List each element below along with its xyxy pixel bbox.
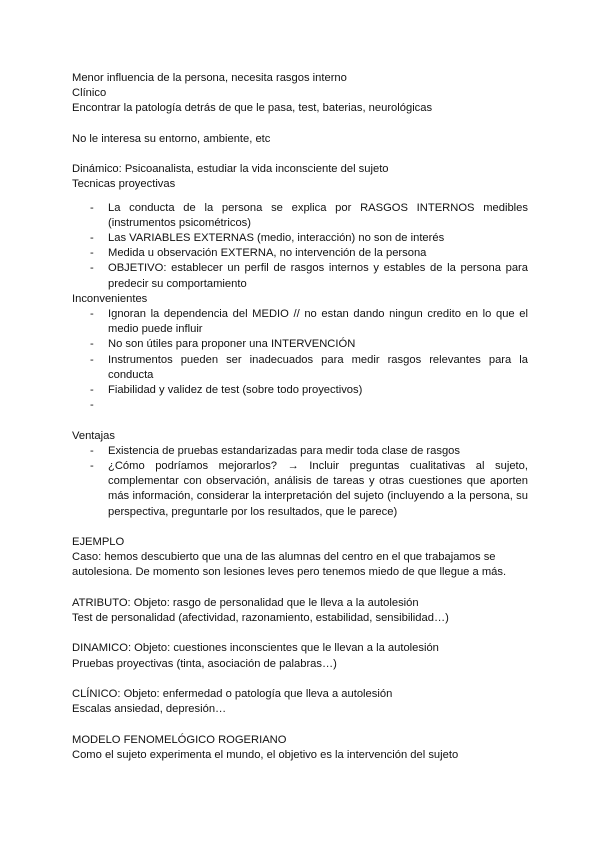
list-item: - Ignoran la dependencia del MEDIO // no estan dando ningun credito en lo que el medio puede influir: [72, 307, 528, 337]
document-page: [72, 71, 528, 763]
dinamico-ej-line-1: DINAMICO: Objeto: cuestiones inconscientes que le llevan a la autolesión: [72, 642, 439, 655]
list-item: - Fiabilidad y validez de test (sobre todo proyectivos): [72, 383, 528, 398]
rogeriano-line: Como el sujeto experimenta el mundo, el objetivo es la intervención del sujeto: [72, 748, 459, 761]
rogeriano-heading: MODELO FENOMELÓGICO ROGERIANO: [72, 733, 287, 746]
list-item: - Medida u observación EXTERNA, no intervención de la persona: [72, 246, 528, 261]
ventajas-list: [72, 444, 528, 520]
inconvenientes-list: [72, 307, 528, 413]
list-item: - No son útiles para proponer una INTERVENCIÓN: [72, 337, 528, 352]
list-item: - Las VARIABLES EXTERNAS (medio, interacción) no son de interés: [72, 231, 528, 246]
list-item: - ¿Cómo podríamos mejorarlos? → Incluir preguntas cualitativas al sujeto, complementar con observación, análisis de tareas y otras cuestiones que aporten más información, considerar la interpretación del sujeto (incluyendo a la persona, su perspectiva, preguntarle por los resultados, que le parece): [72, 459, 528, 520]
list-item: - La conducta de la persona se explica por RASGOS INTERNOS medibles (instrumentos psicométricos): [72, 201, 528, 231]
list-item-empty: [72, 398, 528, 413]
ejemplo-heading: EJEMPLO: [72, 536, 125, 549]
rasgos-list: [72, 201, 528, 292]
atributo-line-2: Test de personalidad (afectividad, razonamiento, estabilidad, sensibilidad…): [72, 612, 449, 625]
ejemplo-line-1: Caso: hemos descubierto que una de las alumnas del centro en el que trabajamos se: [72, 551, 496, 564]
inconvenientes-heading: Inconvenientes: [72, 292, 148, 305]
ejemplo-line-2: autolesiona. De momento son lesiones leves pero tenemos miedo de que llegue a más.: [72, 566, 507, 579]
ventajas-heading: Ventajas: [72, 429, 115, 442]
entorno-line: No le interesa su entorno, ambiente, etc: [72, 132, 271, 145]
intro-line-3: Encontrar la patología detrás de que le pasa, test, baterias, neurológicas: [72, 102, 433, 115]
dinamico-line-1: Dinámico: Psicoanalista, estudiar la vida inconsciente del sujeto: [72, 163, 389, 176]
atributo-line-1: ATRIBUTO: Objeto: rasgo de personalidad que le lleva a la autolesión: [72, 596, 419, 609]
list-item: - Instrumentos pueden ser inadecuados para medir rasgos relevantes para la conducta: [72, 353, 528, 383]
dinamico-ej-line-2: Pruebas proyectivas (tinta, asociación de palabras…): [72, 657, 337, 670]
list-item: - Existencia de pruebas estandarizadas para medir toda clase de rasgos: [72, 444, 528, 459]
intro-line-2: Clínico: [72, 87, 107, 100]
intro-line-1: Menor influencia de la persona, necesita rasgos interno: [72, 72, 347, 84]
list-item: - OBJETIVO: establecer un perfil de rasgos internos y estables de la persona para predecir su comportamiento: [72, 261, 528, 291]
dinamico-line-2: Tecnicas proyectivas: [72, 178, 176, 191]
clinico-line-2: Escalas ansiedad, depresión…: [72, 703, 227, 716]
clinico-line-1: CLÍNICO: Objeto: enfermedad o patología que lleva a autolesión: [72, 688, 393, 700]
